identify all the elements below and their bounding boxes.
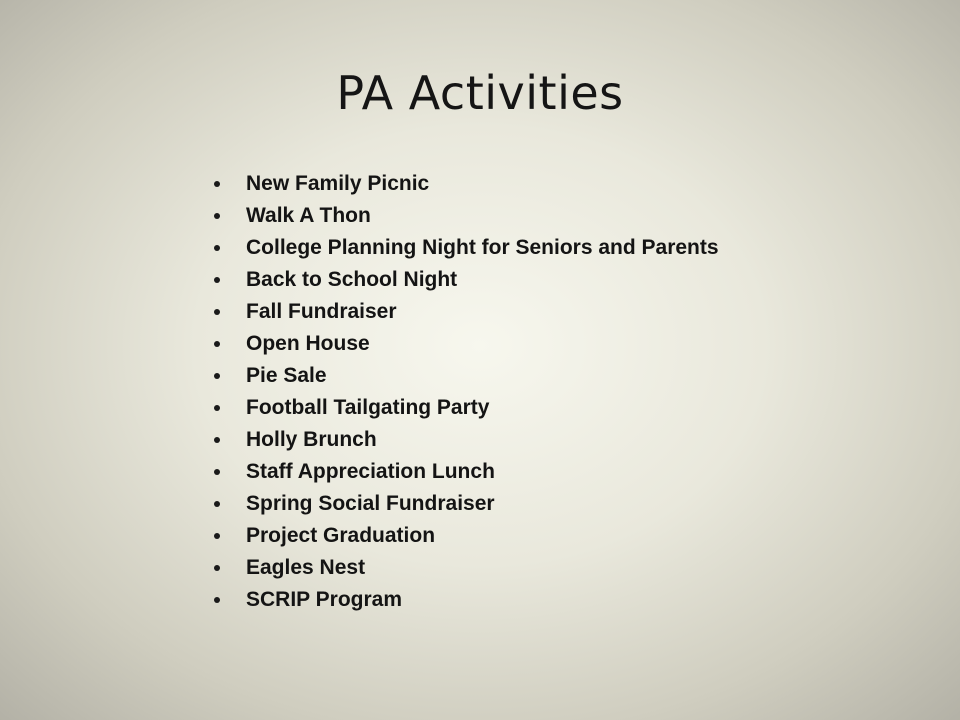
list-item bbox=[212, 488, 719, 520]
bullet-icon bbox=[214, 213, 220, 219]
bullet-icon bbox=[214, 373, 220, 379]
list-item-text: New Family Picnic bbox=[246, 172, 430, 195]
slide-title: PA Activities bbox=[336, 66, 624, 120]
list-item-text: Holly Brunch bbox=[246, 428, 377, 451]
bullet-icon bbox=[214, 181, 220, 187]
list-item-text: Staff Appreciation Lunch bbox=[246, 460, 495, 483]
list-item-text: Fall Fundraiser bbox=[246, 300, 397, 323]
list-item-text: College Planning Night for Seniors and Parents bbox=[246, 236, 719, 259]
bullet-icon bbox=[214, 597, 220, 603]
bullet-icon bbox=[214, 277, 220, 283]
list-item-text: Walk A Thon bbox=[246, 204, 371, 227]
activities-list bbox=[212, 168, 719, 616]
list-item-text: Eagles Nest bbox=[246, 556, 366, 579]
bullet-icon bbox=[214, 533, 220, 539]
list-item bbox=[212, 200, 719, 232]
list-item bbox=[212, 168, 719, 200]
bullet-icon bbox=[214, 245, 220, 251]
list-item bbox=[212, 392, 719, 424]
bullet-icon bbox=[214, 405, 220, 411]
list-item bbox=[212, 552, 719, 584]
list-item bbox=[212, 424, 719, 456]
bullet-icon bbox=[214, 437, 220, 443]
list-item-text: Football Tailgating Party bbox=[246, 396, 490, 419]
list-item-text: SCRIP Program bbox=[246, 588, 402, 611]
list-item bbox=[212, 232, 719, 264]
list-item bbox=[212, 584, 719, 616]
bullet-icon bbox=[214, 501, 220, 507]
list-item-text: Project Graduation bbox=[246, 524, 436, 547]
bullet-icon bbox=[214, 469, 220, 475]
list-item bbox=[212, 520, 719, 552]
list-item bbox=[212, 264, 719, 296]
list-item bbox=[212, 296, 719, 328]
list-item-text: Spring Social Fundraiser bbox=[246, 492, 495, 515]
list-item bbox=[212, 360, 719, 392]
bullet-icon bbox=[214, 341, 220, 347]
bullet-icon bbox=[214, 565, 220, 571]
list-item-text: Open House bbox=[246, 332, 370, 355]
list-item-text: Pie Sale bbox=[246, 364, 327, 387]
list-item bbox=[212, 328, 719, 360]
bullet-icon bbox=[214, 309, 220, 315]
list-item-text: Back to School Night bbox=[246, 268, 458, 291]
list-item bbox=[212, 456, 719, 488]
